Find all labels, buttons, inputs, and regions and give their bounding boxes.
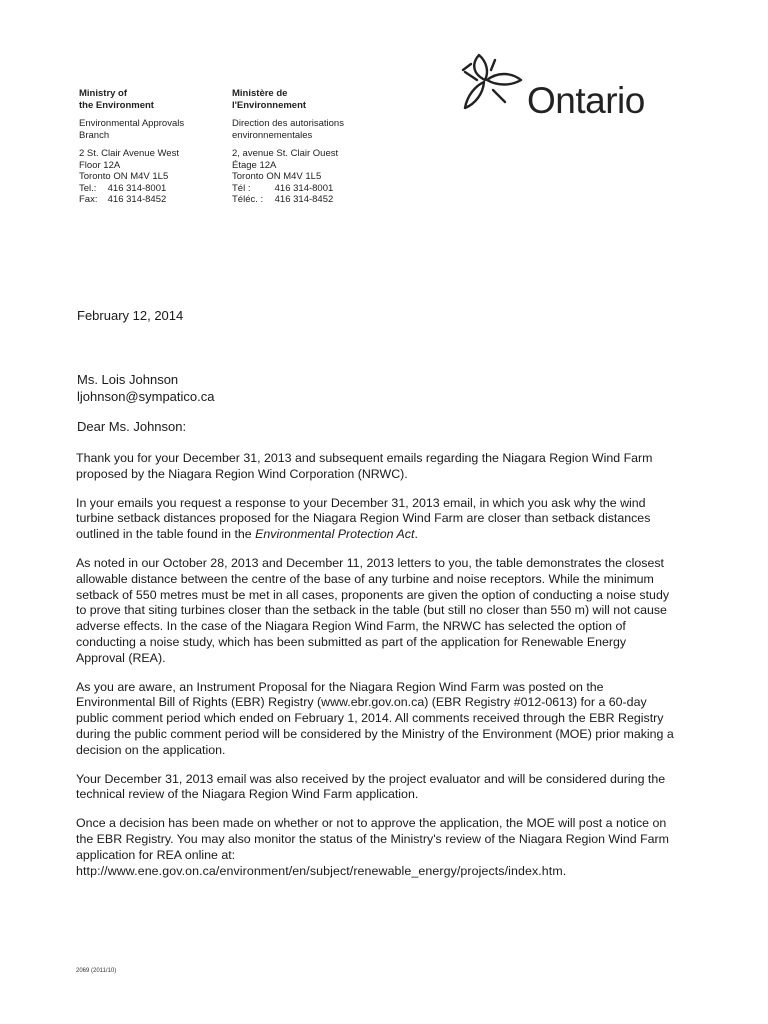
ministry-name-line-2: the Environment — [79, 99, 154, 111]
recipient-name: Ms. Lois Johnson — [77, 372, 179, 387]
adresse-line-3: Toronto ON M4V 1L5 — [232, 171, 322, 182]
address-line-2: Floor 12A — [79, 159, 121, 171]
telephone-number: 416 314-8001 — [107, 182, 167, 194]
ontario-wordmark: Ontario — [527, 80, 645, 121]
ministry-name-line-1: Ministry of — [79, 88, 128, 99]
adresse-line-1: 2, avenue St. Clair Ouest — [232, 148, 339, 159]
telephone-fr — [232, 183, 392, 195]
telephone-fr-label: Tél : — [232, 182, 251, 194]
ministere-name-line-2: l'Environnement — [232, 99, 307, 111]
trillium-icon — [455, 50, 535, 120]
fax-label: Fax: — [79, 194, 98, 205]
ontario-logo — [455, 50, 675, 130]
paragraph-4: As you are aware, an Instrument Proposal for the Niagara Region Wind Farm was posted on the Environmental Bill of Rights (EBR) Registry (www.ebr.gov.on.ca) (EBR Registry #012-0613) for a 60-day public comment period which ended on February 1, 2014. All comments received through the EBR Registry during the public comment period will be considered by the Ministry of the Environment (MOE) prior making a decision on the application. — [76, 679, 674, 757]
act-title: Environmental Protection Act — [255, 527, 415, 542]
paragraph-6-text: Once a decision has been made on whether or not to approve the application, the MOE will post a notice on the EBR Registry. You may also monitor the status of the Ministry's review of the Niagara Region Wind Farm application for REA online at: — [76, 816, 670, 862]
branch-line-2: Branch — [79, 129, 110, 141]
direction-line-1: Direction des autorisations — [232, 118, 344, 129]
letter-date: February 12, 2014 — [77, 308, 184, 323]
fax-fr-number: 416 314-8452 — [274, 194, 334, 205]
paragraph-2-end: . — [414, 527, 418, 542]
project-url: http://www.ene.gov.on.ca/environment/en/subject/renewable_energy/projects/index.htm. — [76, 863, 567, 878]
fax-number: 416 314-8452 — [107, 194, 167, 205]
paragraph-3: As noted in our October 28, 2013 and December 11, 2013 letters to you, the table demonstrates the closest allowable distance between the centre of the base of any turbine and noise receptors. While the minimum setback of 550 metres must be met in all cases, proponents are given the option of conducting a noise study to prove that siting turbines closer than the setback in the table (but still no closer than 550 m) will not cause adverse effects. In the case of the Niagara Region Wind Farm, the NRWC has selected the option of conducting a noise study, which has been submitted as part of the application for Renewable Energy Approval (REA). — [76, 555, 670, 665]
ministere-name-line-1: Ministère de — [232, 88, 288, 99]
branch-line-1: Environmental Approvals — [79, 118, 185, 129]
telephone — [79, 183, 219, 195]
fax — [79, 194, 219, 206]
recipient-block — [77, 371, 214, 405]
letterhead-english — [79, 88, 219, 206]
paragraph-2 — [76, 496, 676, 543]
letterhead-french — [232, 88, 392, 206]
paragraph-2-text: In your emails you request a response to your December 31, 2013 email, in which you ask why the wind turbine setback distances proposed for the Niagara Region Wind Farm are closer than setback distances outlined in the table found in the — [76, 495, 651, 542]
paragraph-5: Your December 31, 2013 email was also received by the project evaluator and will be considered during the technical review of the Niagara Region Wind Farm application. — [76, 771, 666, 802]
form-number: 2069 (2011/10) — [76, 968, 117, 974]
direction-line-2: environnementales — [232, 129, 313, 141]
address-line-3: Toronto ON M4V 1L5 — [79, 171, 169, 182]
adresse-line-2: Étage 12A — [232, 159, 277, 171]
fax-fr — [232, 194, 392, 206]
recipient-email: ljohnson@sympatico.ca — [77, 389, 215, 404]
address-line-1: 2 St. Clair Avenue West — [79, 148, 179, 159]
paragraph-6 — [76, 816, 676, 879]
fax-fr-label: Téléc. : — [232, 194, 264, 205]
telephone-label: Tel.: — [79, 182, 97, 194]
letter-body — [76, 451, 676, 892]
paragraph-1: Thank you for your December 31, 2013 and subsequent emails regarding the Niagara Region Wind Farm proposed by the Niagara Region Wind Corporation (NRWC). — [76, 451, 653, 481]
salutation: Dear Ms. Johnson: — [77, 419, 187, 434]
telephone-fr-number: 416 314-8001 — [274, 182, 334, 194]
